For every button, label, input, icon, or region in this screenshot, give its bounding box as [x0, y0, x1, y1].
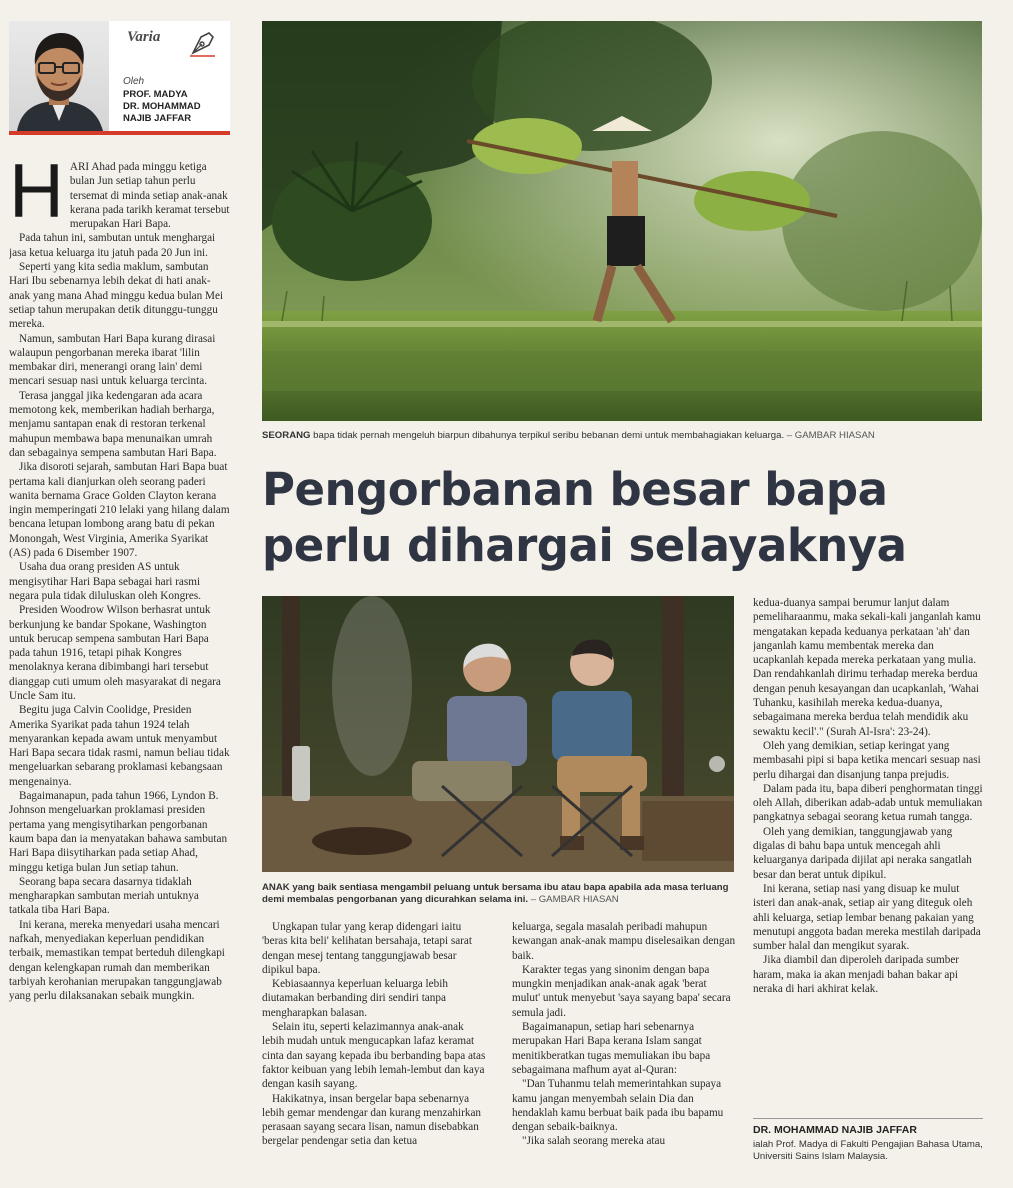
paragraph: Oleh yang demikian, setiap keringat yang membasahi pipi si bapa ketika mencari sesuap nasi perlu dihargai dan disanjung tanpa prejudis.: [753, 739, 981, 781]
rice-farmer-photo: [262, 21, 982, 421]
fountain-pen-icon: [187, 27, 219, 59]
article-column-1: [9, 160, 231, 1180]
paragraph: Bagaimanapun, setiap hari sebenarnya merupakan Hari Bapa kerana Islam sangat menitikberatkan tugas memuliakan ibu bapa sebagaimana mafhum ayat al-Quran:: [512, 1021, 711, 1076]
caption-lead: SEORANG: [262, 430, 311, 441]
paragraph: ARI Ahad pada minggu ketiga bulan Jun setiap tahun perlu tersemat di minda setiap anak-anak kerana pada tarikh keramat tersebut merupakan Hari Bapa.: [69, 161, 230, 231]
article-column-4: [753, 596, 983, 1116]
caption-credit: – GAMBAR HIASAN: [784, 430, 875, 441]
paragraph: Ungkapan tular yang kerap didengari iaitu 'beras kita beli' kelihatan bersahaja, tetapi sarat dengan mesej tentang tanggungjawab besar dipikul bapa.: [262, 921, 472, 976]
author-line: NAJIB JAFFAR: [123, 113, 192, 124]
caption-lead: ANAK: [262, 882, 290, 893]
paragraph: Seorang bapa secara dasarnya tidaklah mengharapkan sambutan meriah untuknya tatkala tiba Hari Bapa.: [9, 875, 199, 917]
byline-box: [9, 21, 230, 135]
paragraph: "Dan Tuhanmu telah memerintahkan supaya kamu jangan menyembah selain Dia dan hendaklah kamu berbuat baik pada ibu bapamu dengan sebaik-baiknya.: [512, 1078, 724, 1134]
paragraph: Oleh yang demikian, tanggungjawab yang digalas di bahu bapa untuk mencegah ahli keluarganya daripada dijilat api neraka sangatlah besar dan berat untuk dipikul.: [753, 825, 972, 881]
paragraph: Jika diambil dan diperoleh daripada sumber haram, maka ia akan menjadi bahan bakar api neraka di hari akhirat kelak.: [753, 954, 960, 996]
paragraph: Terasa janggal jika kedengaran ada acara memotong kek, memberikan hadiah berharga, menjamu santapan enak di restoran terkenal mahupun membawa bapa menunaikan umrah dan sebagainya sempena sambutan Hari Bapa.: [9, 389, 217, 459]
paragraph: Kebiasaannya keperluan keluarga lebih diutamakan berbanding diri sendiri tanpa mengharapkan balasan.: [262, 978, 448, 1019]
caption-body: bapa tidak pernah mengeluh biarpun dibahunya terpikul seribu bebanan demi untuk membahagiakan keluarga.: [310, 430, 785, 441]
caption-credit: – GAMBAR HIASAN: [528, 894, 619, 905]
paragraph: Begitu juga Calvin Coolidge, Presiden Amerika Syarikat pada tahun 1924 telah menyarankan kepada awam untuk menyambut Hari Bapa secara tidak rasmi, namun beliau tidak mengeluarkan sebarang proklamasi kebangsaan mengenainya.: [9, 704, 230, 788]
paragraph: Ini kerana, setiap nasi yang disuap ke mulut isteri dan anak-anak, setiap air yang diteguk oleh ahli keluarga, setiap lembar benang pakaian yang menutupi anggota badan mereka mestilah daripada sumber halal dan mengikut syarak.: [753, 882, 981, 953]
drop-cap: H: [9, 160, 64, 234]
camping-men-photo: [262, 596, 734, 872]
signature-divider: [753, 1118, 983, 1119]
author-signature-name: DR. MOHAMMAD NAJIB JAFFAR: [753, 1124, 917, 1136]
paragraph: keluarga, segala masalah peribadi mahupun kewangan anak-anak mampu diselesaikan dengan baik.: [512, 921, 736, 962]
headline-line: perlu dihargai selayaknya: [262, 519, 907, 572]
article-column-3: [512, 920, 736, 1170]
paragraph: Ini kerana, mereka menyedari usaha mencari nafkah, menyediakan keperluan pendidikan terbaik, memastikan tempat berteduh dilengkapi dengan kelengkapan rumah dan memberikan tarbiyah kerohanian merupakan tanggungjawab yang perlu dilaksanakan sebaik mungkin.: [9, 918, 225, 1003]
paragraph: Karakter tegas yang sinonim dengan bapa mungkin menjadikan anak-anak agak 'berat mulut' untuk menyebut 'saya sayang bapa' secara semula jadi.: [512, 963, 731, 1019]
section-label: Varia: [127, 29, 161, 45]
paragraph: Dalam pada itu, bapa diberi penghormatan tinggi oleh Allah, diberikan adab-adab untuk memuliakan pangkatnya sebagai seorang ketua rumah tangga.: [753, 782, 983, 824]
author-photo: [9, 21, 109, 131]
paragraph: "Jika salah seorang mereka atau: [522, 1135, 666, 1148]
headline: [262, 462, 982, 574]
author-name: [123, 89, 228, 125]
author-line: PROF. MADYA: [123, 89, 188, 100]
paragraph: Namun, sambutan Hari Bapa kurang dirasai walaupun pengorbanan mereka ibarat 'lilin membakar diri, menerangi orang lain' demi mencari sesuap nasi untuk keluarga tercinta.: [9, 332, 216, 388]
photo-caption-top: [262, 430, 982, 442]
paragraph: Jika disoroti sejarah, sambutan Hari Bapa buat pertama kali dianjurkan oleh seorang paderi wanita bernama Grace Golden Clayton kerana ingin memperingati 210 lelaki yang hilang dalam bencana letupan lombong arang batu di pekan Monongah, West Virginia, Amerika Syarikat (AS) pada 6 Disember 1907.: [9, 461, 230, 560]
author-line: DR. MOHAMMAD: [123, 101, 201, 112]
paragraph: Bagaimanapun, pada tahun 1966, Lyndon B. Johnson mengeluarkan proklamasi presiden pertama yang mengisytiharkan pengorbanan kaum bapa dan ia menyatakan bahawa sambutan Hari Bapa diisytiharkan pada setiap Ahad, minggu ketiga bulan Jun setiap tahun.: [9, 790, 228, 874]
paragraph: Seperti yang kita sedia maklum, sambutan Hari Ibu sebenarnya lebih dekat di hati anak-anak yang mana Ahad minggu kedua bulan Mei setiap tahun merupakan detik ditunggu-tunggu mereka.: [9, 261, 224, 331]
paragraph: Hakikatnya, insan bergelar bapa sebenarnya lebih gemar mendengar dan kurang menzahirkan perasaan sayang secara lisan, namun disebabkan bergelar pendengar setia dan ketua: [262, 1092, 481, 1148]
paragraph: Presiden Woodrow Wilson berhasrat untuk berkunjung ke bandar Spokane, Washington untuk berucap sempena sambutan Hari Bapa pada tahun 1916, tetapi pihak Kongres menolaknya kerana dibimbangi hari tersebut dianggap cuti umum oleh masyarakat di negara Uncle Sam itu.: [9, 604, 221, 702]
paragraph: Usaha dua orang presiden AS untuk mengisytihar Hari Bapa sebagai hari rasmi negara pula tidak diluluskan oleh Kongres.: [9, 561, 202, 602]
author-signature-desc: ialah Prof. Madya di Fakulti Pengajian Bahasa Utama, Universiti Sains Islam Malaysia.: [753, 1139, 983, 1162]
caption-body: yang baik sentiasa mengambil peluang untuk bersama ibu atau bapa apabila ada masa terluang demi membalas pengorbanan yang dicurahkan selama ini.: [262, 882, 729, 905]
paragraph: kedua-duanya sampai berumur lanjut dalam pemeliharaanmu, maka sekali-kali janganlah kamu mengatakan kepada keduanya perkataan 'ah' dan janganlah kamu membentak mereka dan ucapkanlah kepada mereka perkataan yang mulia. Dan rendahkanlah dirimu terhadap mereka berdua dengan penuh kesayangan dan ucapkanlah, 'Wahai Tuhanku, kasihilah mereka kedua-duanya, sebagaimana mereka berdua telah mendidik aku sewaktu kecil'." (Surah Al-Isra': 23-24).: [753, 597, 981, 738]
photo-caption-mid: [262, 882, 734, 906]
paragraph: Selain itu, seperti kelazimannya anak-anak lebih mudah untuk mengucapkan lafaz keramat cinta dan sayang kepada ibu berbanding bapa atas faktor keibuan yang lebih lemah-lembut dan kaya dengan kasih sayang.: [262, 1021, 486, 1091]
headline-line: Pengorbanan besar bapa: [262, 463, 888, 516]
article-column-2: [262, 920, 486, 1170]
paragraph: Pada tahun ini, sambutan untuk menghargai jasa ketua keluarga itu jatuh pada 20 Jun ini.: [9, 232, 216, 259]
oleh-label: Oleh: [123, 76, 145, 87]
